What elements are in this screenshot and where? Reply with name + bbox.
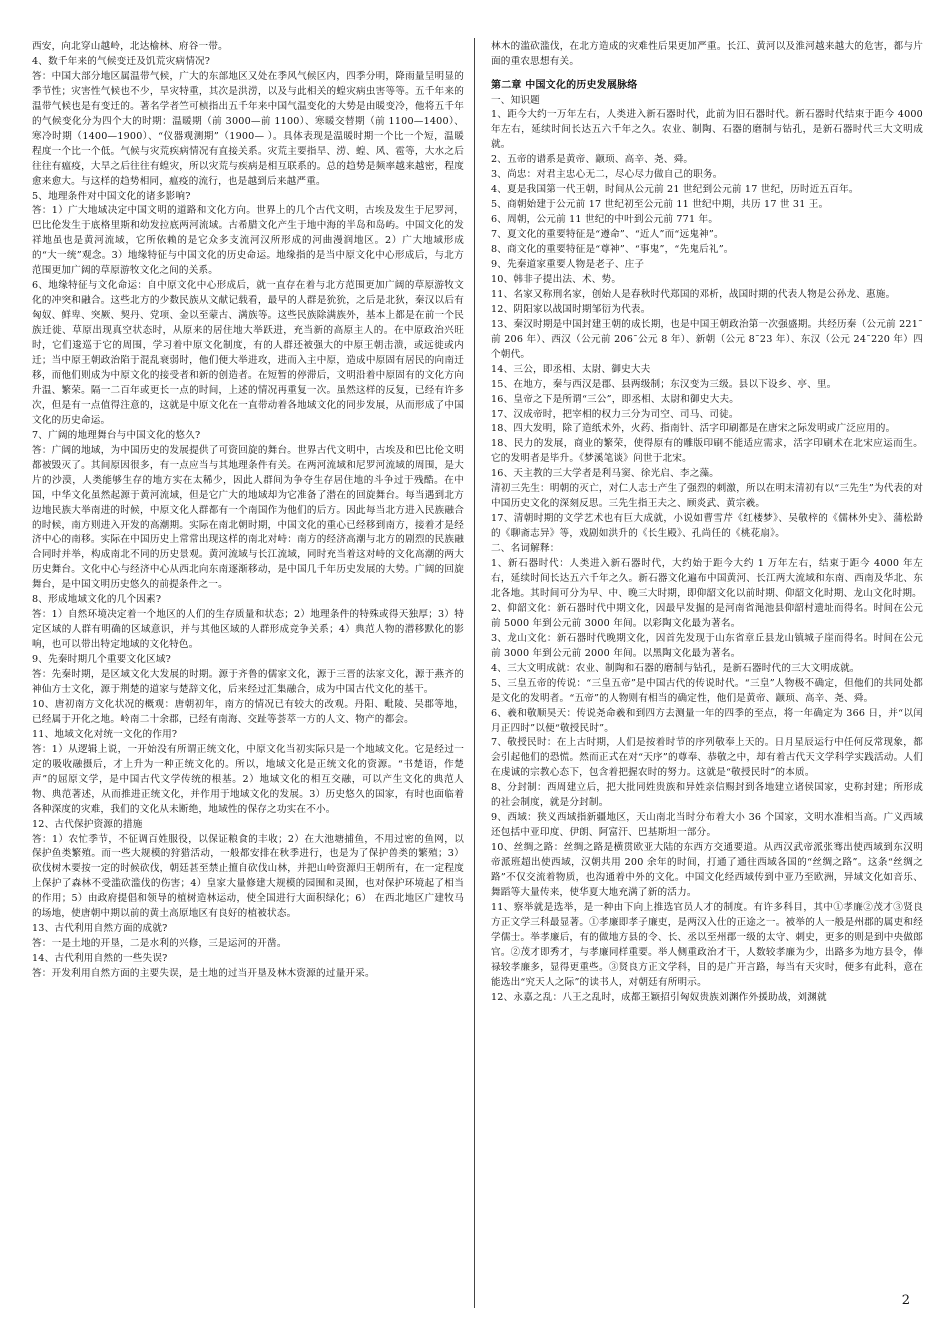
paragraph: 18、四大发明，除了造纸术外，火药、指南针、活字印刷都是在唐宋之际发明或广泛应用的。: [491, 423, 896, 435]
page-number: 2: [901, 1293, 910, 1308]
paragraph: 答：中国大部分地区属温带气候，广大的东部地区又处在季风气候区内，四季分明，降雨量呈明显的季节性；灾害性气候也不少，旱灾特重，其次是洪涝，以及与此相关的蝗灾病虫害等等。五千年来的温带气候也是有变迁的。著名学者竺可桢指出五千年来中国气温变化的大势是由暖变冷，他将五千年的气候变化分为四个大的时期：温暖期（前 3000—前 1100）、寒暖交替期（前 1100—1400）、寒冷时期（1400—1900）、“仪器观测期”（1900— ）。具体表现是温暖时期一个比一个短，温暖程度一个比一个低。气候与灾荒疾病情况有直接关系。灾荒主要指旱、涝、蝗、风、雹等，大水之后往往有瘟疫，大旱之后往往有蝗灾，所以灾荒与疾病是相互联系的。总的趋势是频率越来越密，程度愈来愈大。与这样的趋势相同，瘟疫的流行，也是越到后来越严重。: [32, 70, 464, 187]
paragraph: 7、广阔的地理舞台与中国文化的悠久?: [32, 429, 201, 441]
paragraph: 二、名词解释：: [491, 543, 560, 555]
paragraph: 6、羲和敬顺昊天：传说尧命羲和到四方去测量一年的四季的至点，将一年确定为 366 日，并“以闰月正四时”以便“敬授民时”。: [491, 707, 923, 734]
paragraph: 答：1）从逻辑上说，一开始没有所谓正统文化，中原文化当初实际只是一个地域文化。它是经过一定的吸收融摄后，才上升为一种正统文化的。所以，地域文化是正统文化的资源。“书楚语，作楚声”的屈原文学，是中国古代文学传统的根基。2）地域文化的相互交融，可以产生文化的典范人物、典范著述，从而推进正统文化，并作用于地域文化的发展。3）历史悠久的国家，有时也面临着各种深度的灾难，我们的文化从未断绝，地域性的保存之功实在不小。: [32, 743, 464, 815]
paragraph: 11、地域文化对统一文化的作用?: [32, 728, 178, 740]
right-column: [491, 40, 923, 1330]
right-column-intro: 林木的滥砍滥伐，在北方造成的灾难性后果更加严重。长江、黄河以及淮河越来越大的危害，都与片面的重农思想有关。: [491, 41, 923, 67]
column-divider: [474, 38, 475, 1308]
paragraph: 4、数千年来的气候变迁及饥荒灾病情况?: [32, 55, 211, 67]
paragraph: 清初三先生：明朝的灭亡，对仁人志士产生了强烈的刺激，所以在明末清初有以“三先生”为代表的对中国历史文化的深刻反思。三先生指王夫之、顾炎武、黄宗羲。: [491, 483, 923, 510]
paragraph: 4、夏是我国第一代王朝，时间从公元前 21 世纪到公元前 17 世纪，历时近五百年。: [491, 184, 859, 196]
paragraph: 答：先秦时期，是区域文化大发展的时期。源于齐鲁的儒家文化，源于三晋的法家文化，源于燕齐的神仙方士文化，源于荆楚的道家与楚辞文化，后来经过汇集融合，成为中国古代文化的基干。: [32, 669, 464, 695]
paragraph: 答：1）自然环境决定着一个地区的人们的生存质量和状态；2）地理条件的特殊或得天独厚；3）特定区域的人群有明确的区域意识，并与其他区域的人群形成竞争关系；4）典范人物的潜移默化的影响，也可以带出特定地域的文化特色。: [32, 609, 464, 651]
paragraph: 9、先秦道家重要人物是老子、庄子: [491, 258, 645, 270]
paragraph: 16、天主教的三大学者是利马窦、徐光启、李之藻。: [491, 468, 720, 480]
paragraph: 17、汉成帝时，把宰相的权力三分为司空、司马、司徒。: [491, 408, 739, 420]
left-column: [32, 40, 464, 1330]
paragraph: 6、地缘特征与文化命运：自中原文化中心形成后，就一直存在着与北方范围更加广阔的草原游牧文化的冲突和融合。这些北方的少数民族从文献记载看，最早的人群是狁狁，之后是北狄，秦汉以后有匈奴、鲜卑、突厥、契丹、党项、金以至蒙古、满族等。这些民族除满族外，基本上都是在前一个民族迁徙、草原出现真空状态时，从原来的居住地大举跃进，充当新的高原主人的。在中原政治兴旺时，它们逡巡于它的周围，学习着中原文化制度，有的人群还被强大的中原王朝击溃，或远徙或内迁；当中原王朝政治陷于混乱衰弱时，他们便大举进攻，进而入主中原，造成中原固有居民的向南迁移，而他们则成为中原文化的接受者和新的创造者。在短暂的停滞后，文明沿着中原固有的文化方向升温、繁荣。隔一二百年或更长一点的时间，上述的情况再重复一次。虽然这样的反复，已经有许多次，但是有一点值得注意的，这就是中原文化在一直带动着各地域文化的同步发展，从而形成了中国文化的历史命运。: [32, 280, 464, 426]
paragraph: 12、永嘉之乱：八王之乱时，成都王颖招引匈奴贵族刘渊作外援助战，刘渊就: [491, 991, 827, 1003]
paragraph: 答：广阔的地域，为中国历史的发展提供了可资回旋的舞台。世界古代文明中，古埃及和巴比伦文明都被毁灭了。其间原因很多，有一点应当与其地理条件有关。在两河流域和尼罗河流域的周围，是大片的沙漠，人类能够生存的地方实在太稀少，因此人群间为争夺生存居住地的斗争过于残酷。在中国，中华文化虽然起源于黄河流域，但是它广大的地域却为它准备了潜在的回旋舞台。每当遇到北方边地民族大举南进的时候，中原文化人群都有一个南国作为他们的后方。因此每当北方进入民族融合的时候，南方则进入开发的高潮期。实际在南北朝时期，中国文化的重心已经移到南方，接着才是经济中心的南移。实际在中国历史上常常出现这样的南北对峙：南方的经济高潮与北方的剧烈的民族融合同时并举，构成南北不同的历史景观。黄河流域与长江流域，同时充当着这对峙的文化高潮的两大历史舞台。文化中心与经济中心从西北向东南逐渐移动，是中国几千年历史发展的大势。广阔的回旋舞台，是中国文明历史悠久的前提条件之一。: [32, 444, 464, 591]
paragraph: 答：1）广大地域决定中国文明的道路和文化方向。世界上的几个古代文明，古埃及发生于尼罗河，巴比伦发生于底格里斯和幼发拉底两河流域。古希腊文化产生于地中海的半岛和岛屿。中国文化的发祥地虽也是黄河流域，它所依赖的是它众多支流河汉所形成的河曲漫润地区。2）广大地域形成的“大一统”观念。3）地缘特征与中国文化的历史命运。地缘指的是当中原文化中心形成后，与北方范围更加广阔的草原游牧文化之间的关系。: [32, 205, 464, 277]
paragraph: 5、三皇五帝的传说：“三皇五帝”是中国古代的传说时代。“三皇”人物极不确定，但他们的共同处都是文化的发明者。“五帝”的人物则有相当的确定性，他们是黄帝、颛顼、高辛、尧、舜。: [491, 677, 923, 704]
section-gap: [491, 70, 923, 78]
paragraph: 西安，向北穿山越岭，北达榆林、府谷一带。: [32, 41, 228, 52]
paragraph: 9、西域：狭义西域指新疆地区，天山南北当时分布着大小 36 个国家，文明水准相当高。广义西域还包括中亚印度、伊朗、阿富汗、巴基斯坦一部分。: [491, 812, 923, 839]
paragraph: 14、三公，即丞相、太尉、御史大夫: [491, 363, 651, 375]
paragraph: 13、秦汉时期是中国封建王朝的成长期，也是中国王朝政治第一次强盛期。共经历秦（公元前 221˜前 206 年）、西汉（公元前 206˜公元 8 年）、新朝（公元 8˜23 年）、东汉（公元 24˜220 年）四个朝代。: [491, 318, 923, 360]
paragraph: 1、新石器时代：人类进入新石器时代，大约始于距今大约 1 万年左右，结束于距今 4000 年左右，延续时间长达五六千年之久。新石器文化遍布中国黄河、长江两大流域和东南、西南及华北、东北各地。其时间可分为早、中、晚三大时期，即仰韶文化以前时期、仰韶文化时期、龙山文化时期。: [491, 558, 923, 599]
paragraph: 2、仰韶文化：新石器时代中期文化，因最早发掘的是河南省渑池县仰韶村遗址而得名。时间在公元前 5000 年到公元前 3000 年间。以彩陶文化最为著名。: [491, 602, 923, 629]
paragraph: 2、五帝的谱系是黄帝、颛顼、高辛、尧、舜。: [491, 154, 694, 166]
paragraph: 3、尚忠：对君主忠心无二，尽心尽力做自己的职务。: [491, 169, 723, 181]
paragraph: 4、三大文明成就：农业、制陶和石器的磨制与钻孔，是新石器时代的三大文明成就。: [491, 662, 860, 674]
paragraph: 1、距今大约一万年左右，人类进入新石器时代，此前为旧石器时代。新石器时代结束于距今 4000 年左右，延续时间长达五六千年之久。农业、制陶、石器的磨制与钻孔，是新石器时代三大文明成就。: [491, 109, 923, 151]
paragraph: 11、察举就是选举，是一种由下向上推选官员人才的制度。有许多科目，其中①孝廉②茂才③贤良方正文学三科最显著。①孝廉即孝子廉吏，是两汉入仕的正途之一。被举的人一般是州郡的属吏和经学儒士。举孝廉后，有的做地方县的令、长、丞以至州郡一级的太守、刺史，更多的则是到中央做郎官。②茂才即秀才，与孝廉同样重要。举人侧重政治才干，人数较孝廉为少，出路多为地方县令，俸禄较孝廉多，显得更重些。③贤良方正文学科，目的是广开言路，每当有天灾时，便多有此科，意在能选出“究天人之际”的读书人，对朝廷有所明示。: [491, 901, 923, 988]
paragraph: 5、商朝始建于公元前 17 世纪初至公元前 11 世纪中期，共历 17 世 31 王。: [491, 199, 829, 211]
paragraph: 答：1）农忙季节，不征调百姓服役，以保证粮食的丰收；2）在大池塘捕鱼，不用过密的鱼网，以保护鱼类繁殖。而一些大规模的狩猎活动，一般都安排在秋季进行，也是为了保护兽类的繁殖；3）砍伐树木要按一定的时候砍伐，朝廷甚至禁止擅自砍伐山林，并把山岭资源归王朝所有，在一定程度上保护了森林不受滥砍滥伐的伤害；4）皇家大量修建大规模的园囿和灵囿，也对保护环境起了相当的作用；5）由政府提倡和领导的植树造林运动，使全国进行大面积绿化；6） 在西北地区广建牧马的场地，使唐朝中期以前的黄土高原地区有良好的植被状态。: [32, 833, 464, 920]
paragraph: 答：开发利用自然方面的主要失误，是土地的过当开垦及林木资源的过量开采。: [32, 968, 375, 980]
paragraph: 18、民力的发展，商业的繁荣，使得原有的雕版印刷不能适应需求，活字印刷术在北宋应运而生。它的发明者是毕升。《梦溪笔谈》问世于北宋。: [491, 438, 923, 465]
paragraph: 一、知识题: [491, 94, 540, 106]
paragraph: 17、清朝时期的文学艺术也有巨大成就，小说如曹雪芹《红楼梦》、吴敬梓的《儒林外史》、蒲松龄的《聊斋志异》等，戏剧如洪升的《长生殿》、孔尚任的《桃花扇》。: [491, 513, 923, 540]
paragraph: 13、古代利用自然方面的成就?: [32, 923, 168, 935]
paragraph: 6、周朝，公元前 11 世纪的中叶到公元前 771 年。: [491, 214, 719, 226]
paragraph: 5、地理条件对中国文化的诸多影响?: [32, 190, 191, 202]
paragraph: 11、名家又称刑名家，创始人是春秋时代郑国的邓析，战国时期的代表人物是公孙龙、惠施。: [491, 288, 896, 300]
paragraph: 14、古代利用自然的一些失误?: [32, 953, 168, 965]
paragraph: 9、先秦时期几个重要文化区域?: [32, 654, 171, 666]
paragraph: 7、敬授民时：在上古时期，人们是按着时节的序列敬奉上天的。日月星辰运行中任何反常现象，都会引起他们的恐慌。然而正式在对“天序”的尊奉、恭敬之中，却有着古代天文学科学实践活动。人们在虔诚的宗教心态下，包含着把握农时的努力。这就是“敬授民时”的本质。: [491, 737, 923, 779]
paragraph: 答：一是土地的开垦，二是水利的兴修，三是运河的开凿。: [32, 938, 287, 950]
paragraph: 12、古代保护资源的措施: [32, 818, 143, 830]
paragraph: 10、唐初南方文化状况的概观：唐朝初年，南方的情况已有较大的改观。丹阳、毗陵、吴郡等地，已经属于开化之地。岭南二十余郡，已经有南海、交趾等荟萃一方的人文、物产的都会。: [32, 698, 464, 725]
paragraph: 10、丝绸之路：丝绸之路是横贯欧亚大陆的东西方交通要道。从西汉武帝派张骞出使西域到东汉明帝派班超出使西域，汉朝共用 200 余年的时间，打通了通往西域各国的“丝绸之路”。这条“丝绸之路”不仅交流着物质，也沟通着中外的文化。中国文化经西域传到中亚乃至欧洲，异域文化如音乐、舞蹈等大量传来，使华夏大地充满了新的活力。: [491, 842, 923, 899]
paragraph: 7、夏文化的重要特征是“遵命”、“近人”而“远鬼神”。: [491, 229, 724, 241]
paragraph: 3、龙山文化：新石器时代晚期文化，因首先发现于山东省章丘县龙山镇城子崖而得名。时间在公元前 3000 年到公元前 2000 年间。以黑陶文化最为著名。: [491, 632, 923, 659]
paragraph: 12、阴阳家以战国时期邹衍为代表。: [491, 303, 651, 315]
paragraph: 10、韩非子提出法、术、势。: [491, 273, 622, 285]
paragraph: 15、在地方，秦与西汉是郡、县两级制；东汉变为三级。县以下设乡、亭、里。: [491, 378, 837, 390]
chapter-title: 第二章 中国文化的历史发展脉络: [491, 79, 638, 91]
paragraph: 8、形成地域文化的几个因素?: [32, 594, 162, 606]
paragraph: 8、商文化的重要特征是“尊神”、“事鬼”，“先鬼后礼”。: [491, 244, 734, 256]
paragraph: 16、皇帝之下是所谓“三公”，即丞相、太尉和御史大夫。: [491, 393, 740, 405]
paragraph: 8、分封制：西周建立后，把大批同姓贵族和异姓亲信赐封到各地建立诸侯国家，史称封建；所形成的社会制度，就是分封制。: [491, 782, 923, 809]
